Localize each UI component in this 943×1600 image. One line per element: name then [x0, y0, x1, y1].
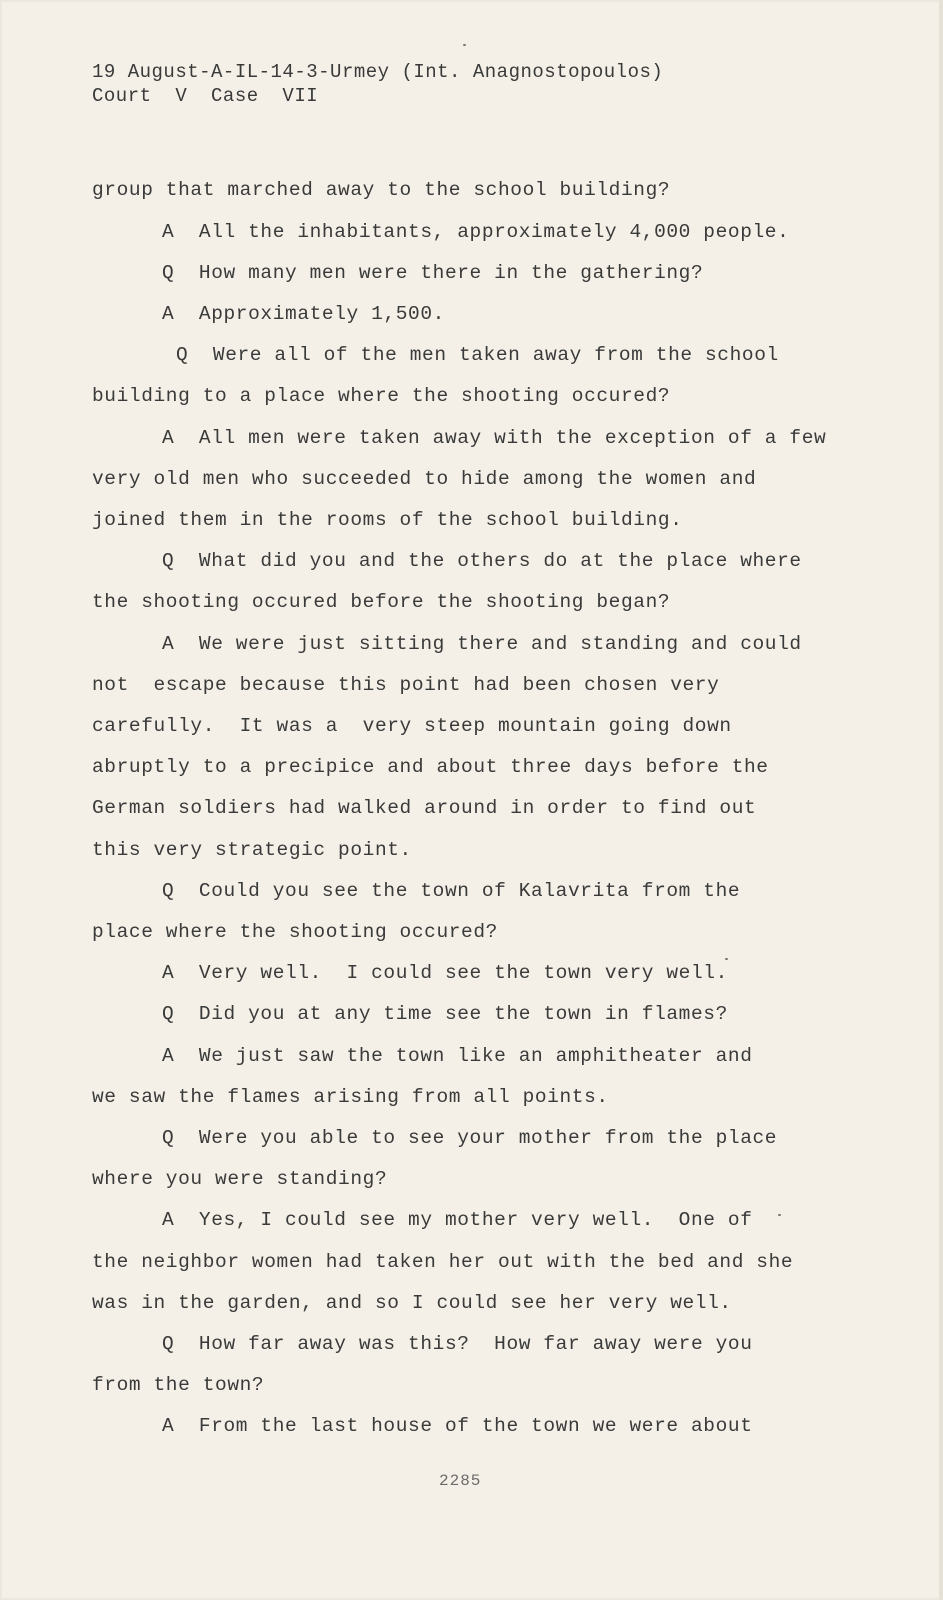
transcript-line: A Yes, I could see my mother very well. One of: [162, 1209, 753, 1231]
page-edge: [939, 0, 943, 1600]
page-number: 2285: [439, 1472, 482, 1490]
transcript-line: group that marched away to the school building?: [92, 179, 671, 201]
paper-speck: [778, 1214, 781, 1216]
transcript-line: Q Could you see the town of Kalavrita from the: [162, 880, 741, 902]
transcript-line: A Approximately 1,500.: [162, 303, 445, 325]
transcript-line: carefully. It was a very steep mountain going down: [92, 715, 732, 737]
transcript-line: A We were just sitting there and standing and could: [162, 633, 802, 655]
transcript-line: not escape because this point had been chosen very: [92, 674, 720, 696]
transcript-line: from the town?: [92, 1374, 265, 1396]
transcript-line: was in the garden, and so I could see her very well.: [92, 1292, 732, 1314]
transcript-line: place where the shooting occured?: [92, 921, 498, 943]
transcript-line: A Very well. I could see the town very well.: [162, 962, 728, 984]
transcript-line: Q Were all of the men taken away from the school: [176, 344, 779, 366]
transcript-line: Q How far away was this? How far away were you: [162, 1333, 753, 1355]
transcript-line: the shooting occured before the shooting began?: [92, 591, 671, 613]
transcript-line: A All the inhabitants, approximately 4,000 people.: [162, 221, 790, 243]
transcript-line: we saw the flames arising from all points.: [92, 1086, 609, 1108]
transcript-line: A All men were taken away with the exception of a few: [162, 427, 827, 449]
transcript-line: A We just saw the town like an amphitheater and: [162, 1045, 753, 1067]
transcript-line: German soldiers had walked around in order to find out: [92, 797, 757, 819]
transcript-line: this very strategic point.: [92, 839, 412, 861]
transcript-line: Q What did you and the others do at the place where: [162, 550, 802, 572]
paper-speck: [725, 958, 728, 960]
transcript-line: A From the last house of the town we were about: [162, 1415, 753, 1437]
paper-speck: [463, 44, 466, 46]
transcript-line: very old men who succeeded to hide among the women and: [92, 468, 757, 490]
transcript-line: Q Did you at any time see the town in flames?: [162, 1003, 728, 1025]
header-court-case: Court V Case VII: [92, 85, 319, 107]
transcript-line: the neighbor women had taken her out with the bed and she: [92, 1251, 794, 1273]
transcript-line: Q How many men were there in the gathering?: [162, 262, 704, 284]
transcript-line: where you were standing?: [92, 1168, 388, 1190]
transcript-line: Q Were you able to see your mother from the place: [162, 1127, 778, 1149]
transcript-line: abruptly to a precipice and about three days before the: [92, 756, 769, 778]
transcript-line: building to a place where the shooting occured?: [92, 385, 671, 407]
header-reference: 19 August-A-IL-14-3-Urmey (Int. Anagnostopoulos): [92, 61, 664, 83]
document-header: [92, 60, 663, 108]
transcript-line: joined them in the rooms of the school building.: [92, 509, 683, 531]
